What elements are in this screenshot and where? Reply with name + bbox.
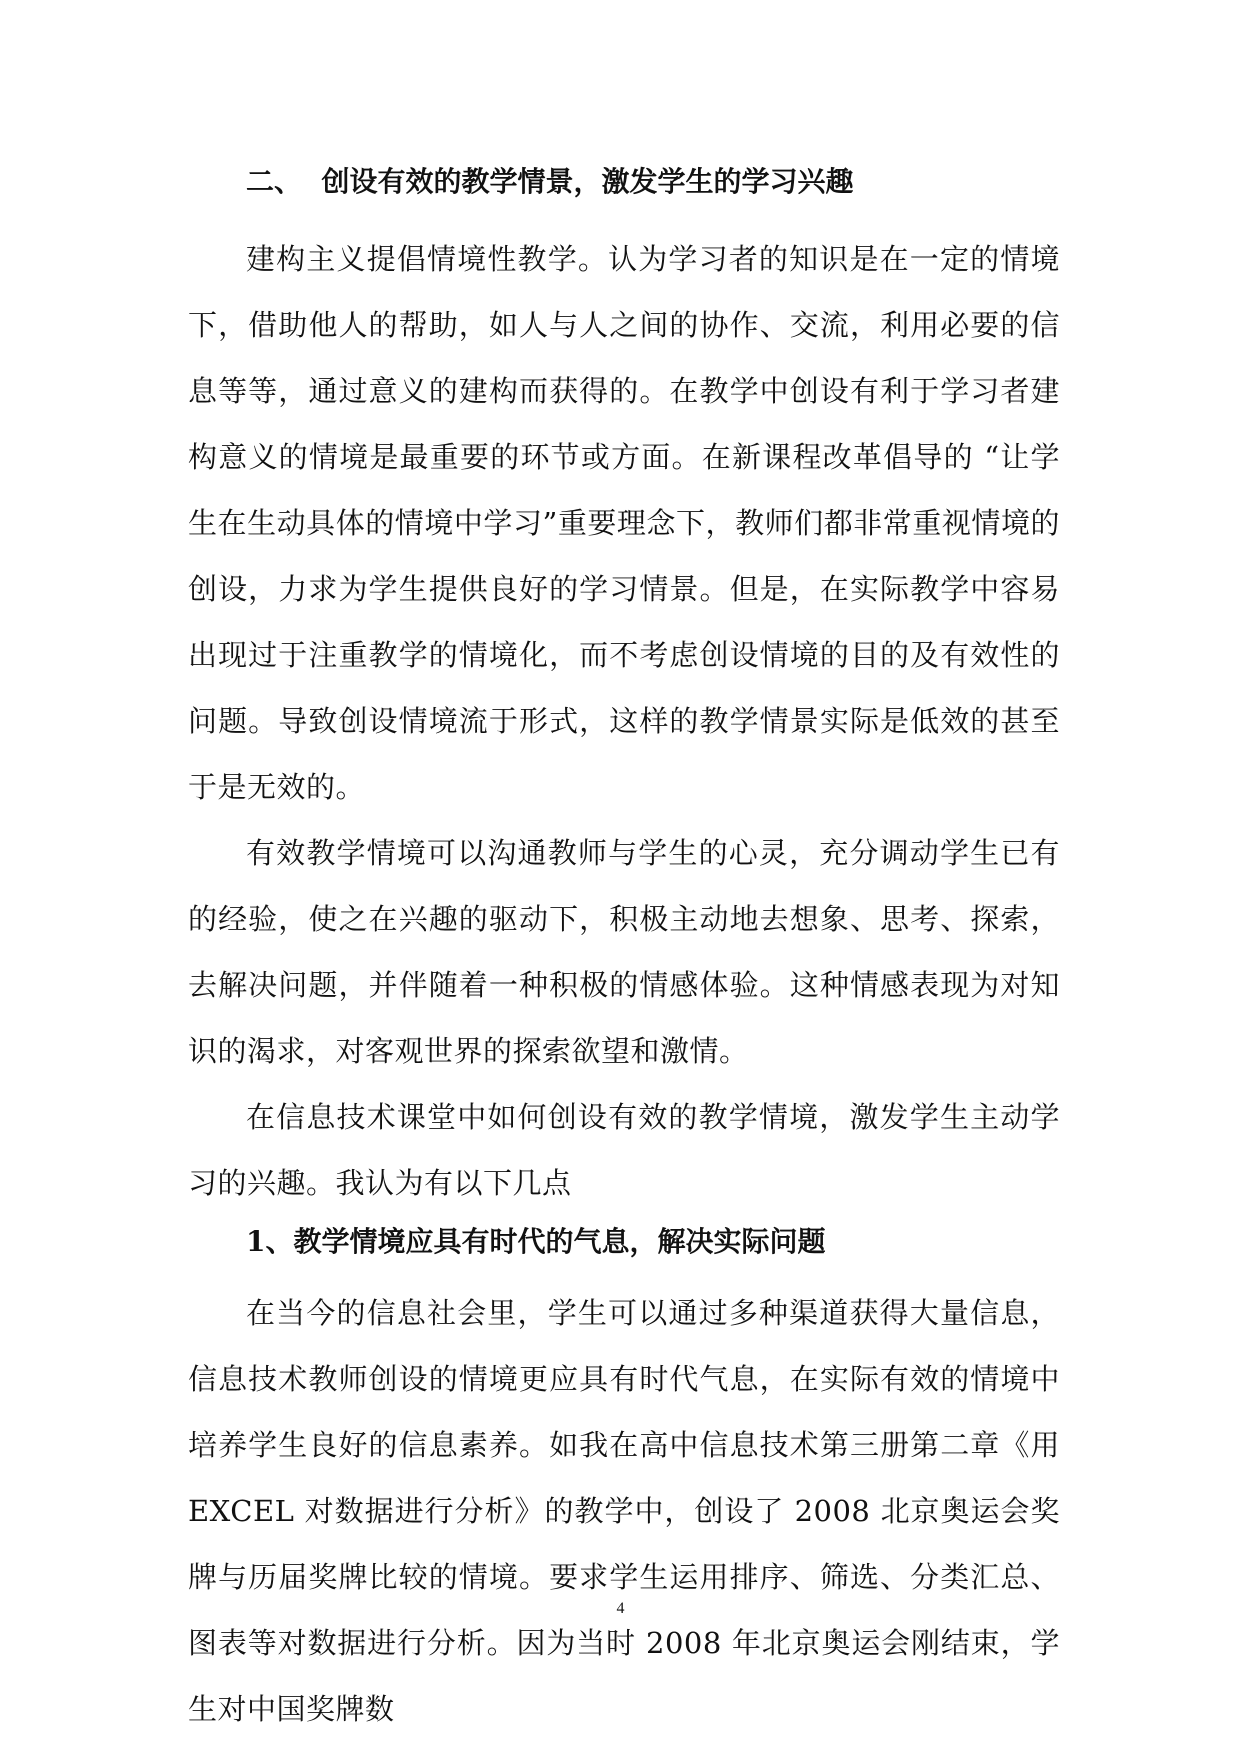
page-content — [188, 162, 1060, 1742]
paragraph-constructivism: 建构主义提倡情境性教学。认为学习者的知识是在一定的情境下，借助他人的帮助，如人与人之间的协作、交流，利用必要的信息等等，通过意义的建构而获得的。在教学中创设有利于学习者建构意义的情境是最重要的环节或方面。在新课程改革倡导的 “让学生在生动具体的情境中学习”重要理念下，教师们都非常重视情境的创设，力求为学生提供良好的学习情景。但是，在实际教学中容易出现过于注重教学的情境化，而不考虑创设情境的目的及有效性的问题。导致创设情境流于形式，这样的教学情景实际是低效的甚至于是无效的。 — [188, 242, 1060, 804]
subheading: 1、教学情境应具有时代的气息，解决实际问题 — [246, 1225, 826, 1258]
page-number: 4 — [616, 1600, 625, 1617]
paragraph-information-society: 在当今的信息社会里，学生可以通过多种渠道获得大量信息，信息技术教师创设的情境更应具有时代气息，在实际有效的情境中培养学生良好的信息素养。如我在高中信息技术第三册第二章《用 EXCEL 对数据进行分析》的教学中，创设了 2008 北京奥运会奖牌与历届奖牌比较的情境。要求学生运用排序、筛选、分类汇总、图表等对数据进行分析。因为当时 2008 年北京奥运会刚结束，学生对中国奖牌数 — [188, 1296, 1060, 1726]
paragraph-effective-situations: 有效教学情境可以沟通教师与学生的心灵，充分调动学生已有的经验，使之在兴趣的驱动下，积极主动地去想象、思考、探索，去解决问题，并伴随着一种积极的情感体验。这种情感表现为对知识的渴求，对客观世界的探索欲望和激情。 — [188, 836, 1060, 1068]
paragraph-it-classroom: 在信息技术课堂中如何创设有效的教学情境，激发学生主动学习的兴趣。我认为有以下几点 — [188, 1100, 1060, 1200]
section-heading: 二、 创设有效的教学情景，激发学生的学习兴趣 — [246, 165, 854, 198]
